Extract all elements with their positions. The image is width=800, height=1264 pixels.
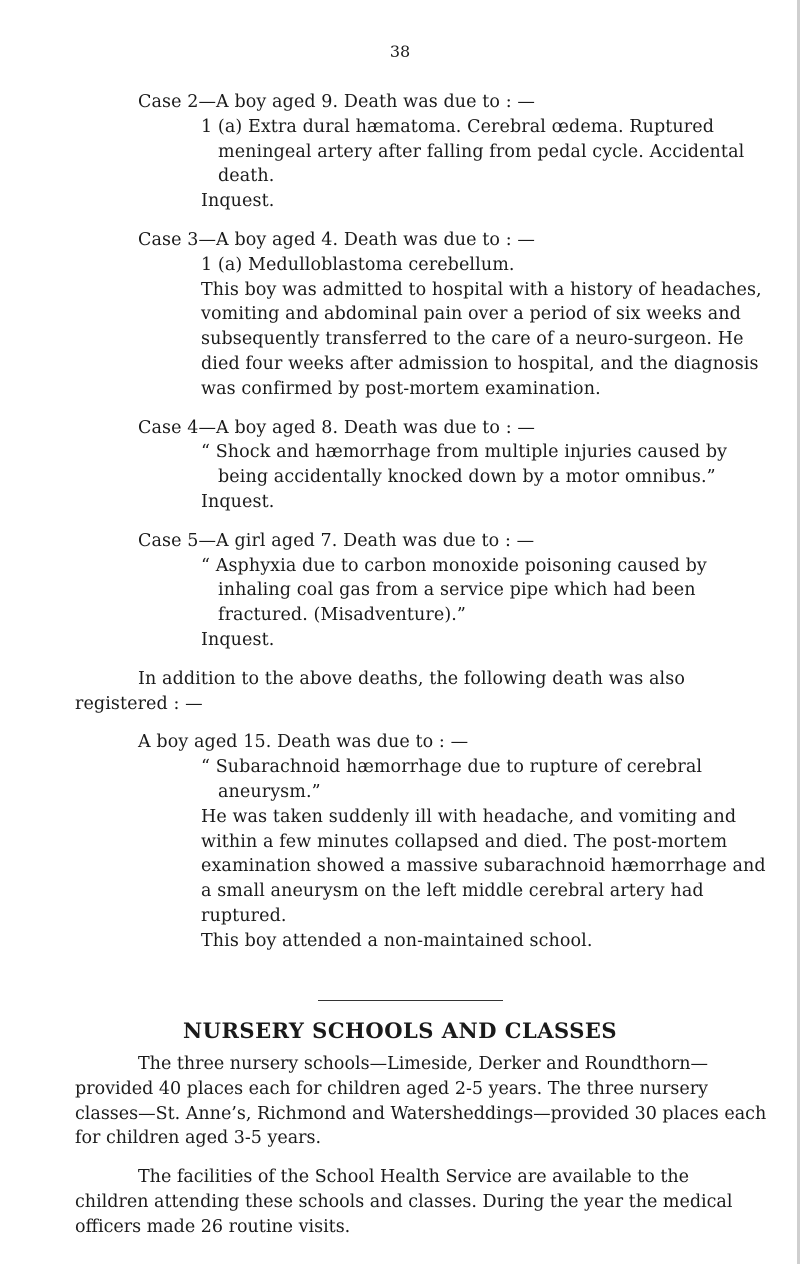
addendum-cause: “ Subarachnoid hæmorrhage due to rupture of cerebral aneurysm.” xyxy=(201,757,703,802)
case-body xyxy=(138,115,768,214)
addendum-body xyxy=(138,755,768,953)
case-heading: Case 5—A girl aged 7. Death was due to : — xyxy=(138,530,535,551)
addendum-heading: A boy aged 15. Death was due to : — xyxy=(138,732,469,753)
case-cause: “ Shock and hæmorrhage from multiple injuries caused by being accidentally knocked down by a motor omnibus.” xyxy=(201,442,728,488)
case-body xyxy=(138,253,768,402)
section-divider xyxy=(318,1000,503,1001)
addendum-case xyxy=(138,730,768,953)
nursery-section xyxy=(75,1052,768,1254)
case-body xyxy=(138,554,768,653)
case-description: This boy was admitted to hospital with a history of headaches, vomiting and abdominal pain over a period of six weeks and subsequently transferred to the care of a neuro-surgeon. He died four weeks after admission to hospital, and the diagnosis was confirmed by post-mortem examination. xyxy=(201,279,762,399)
case-heading: Case 4—A boy aged 8. Death was due to : — xyxy=(138,417,535,438)
addition-paragraph: In addition to the above deaths, the following death was also registered : — xyxy=(75,668,685,714)
case-5 xyxy=(138,529,768,653)
case-heading: Case 3—A boy aged 4. Death was due to : — xyxy=(138,229,535,250)
case-cause: “ Asphyxia due to carbon monoxide poisoning caused by inhaling coal gas from a service pipe which had been fractured. (Misadventure).” xyxy=(201,555,707,626)
case-4 xyxy=(138,416,768,515)
addendum-description: He was taken suddenly ill with headache, and vomiting and within a few minutes collapsed and died. The post-mortem examination showed a massive subarachnoid hæmorrhage and a small aneurysm on the left middle cerebral artery had ruptured. xyxy=(201,806,766,926)
case-note: Inquest. xyxy=(201,629,275,650)
case-3 xyxy=(138,228,768,402)
section-paragraph: The facilities of the School Health Service are available to the children attending these schools and classes. During the year the medical officers made 26 routine visits. xyxy=(75,1167,733,1237)
case-heading: Case 2—A boy aged 9. Death was due to : — xyxy=(138,92,535,112)
case-2 xyxy=(138,90,768,214)
case-cause: 1 (a) Extra dural hæmatoma. Cerebral œdema. Ruptured meningeal artery after falling from pedal cycle. Accidental death. xyxy=(201,116,745,187)
cases-content xyxy=(75,90,768,954)
case-cause: 1 (a) Medulloblastoma cerebellum. xyxy=(201,254,515,275)
section-title: NURSERY SCHOOLS AND CLASSES xyxy=(182,1018,618,1043)
page-number: 38 xyxy=(389,42,411,61)
addendum-school-note: This boy attended a non-maintained school. xyxy=(201,930,593,951)
case-body xyxy=(138,440,768,514)
case-note: Inquest. xyxy=(201,491,275,512)
case-note: Inquest. xyxy=(201,191,275,212)
section-paragraph: The three nursery schools—Limeside, Derker and Roundthorn— provided 40 places each for children aged 2-5 years. The three nursery classes—St. Anne’s, Richmond and Watersheddings—provided 30 places each for children aged 3-5 years. xyxy=(75,1054,767,1149)
